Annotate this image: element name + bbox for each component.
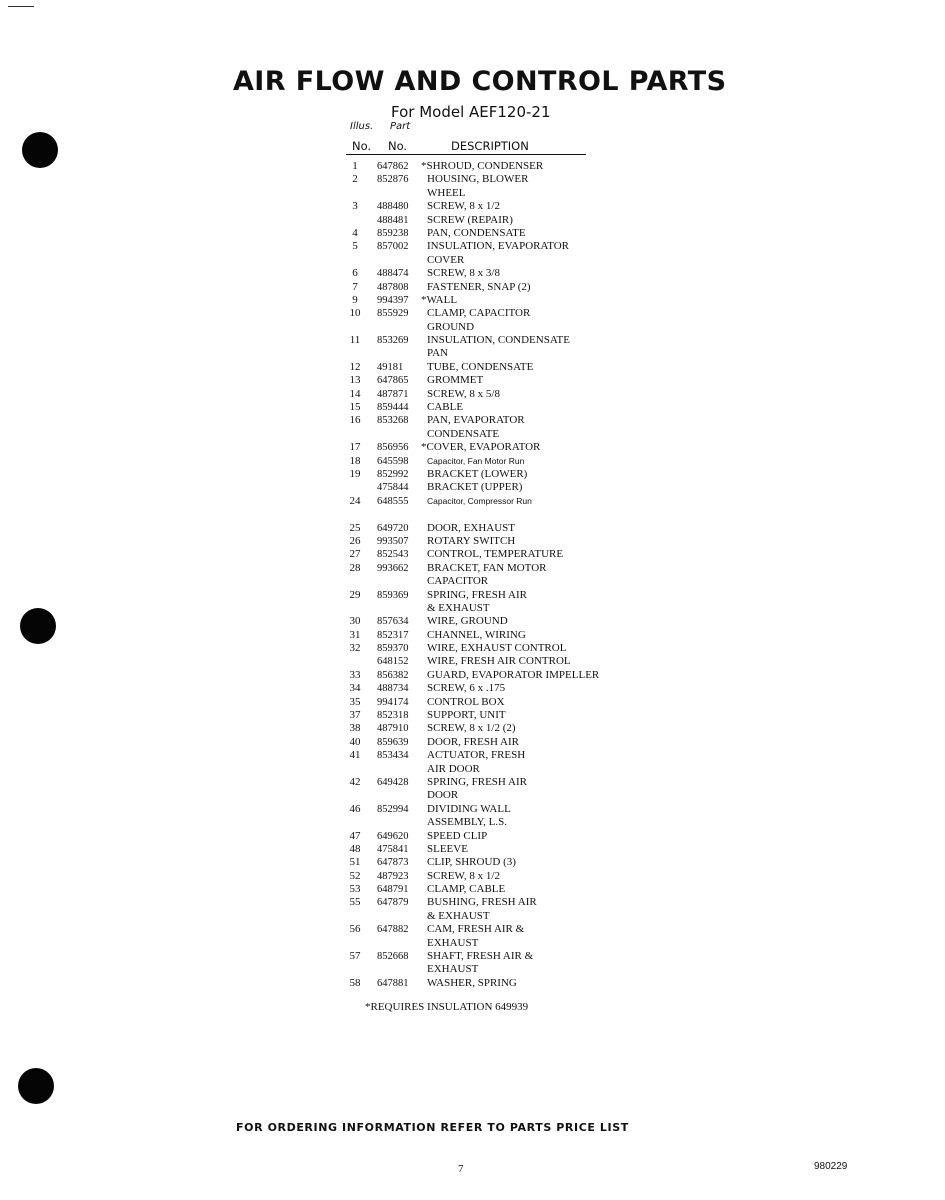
part-description: DIVIDING WALL: [427, 802, 511, 815]
table-row: [0, 374, 945, 387]
header-underline: [346, 154, 586, 155]
part-number: 852876: [377, 174, 409, 186]
table-row: [0, 160, 945, 173]
model-subtitle: For Model AEF120-21: [391, 103, 551, 121]
illus-number: 18: [349, 454, 361, 467]
table-row: [0, 736, 945, 749]
part-description: CHANNEL, WIRING: [427, 628, 526, 641]
part-description: CONTROL, TEMPERATURE: [427, 548, 564, 561]
table-row: [0, 870, 945, 883]
part-description: SUPPORT, UNIT: [427, 709, 506, 722]
table-row: [0, 214, 945, 227]
part-number: 859369: [377, 589, 409, 601]
table-row: [0, 548, 945, 561]
table-row: [0, 334, 945, 347]
illus-number: 6: [352, 267, 358, 280]
part-number: 649620: [377, 830, 409, 842]
part-number: 859444: [377, 402, 409, 414]
part-number: 645598: [377, 455, 409, 467]
part-number: 487923: [377, 870, 409, 882]
part-number: 853268: [377, 415, 409, 427]
illus-number: 28: [349, 561, 361, 574]
illus-number: 42: [349, 775, 361, 788]
illus-number: 38: [349, 722, 361, 735]
part-description: EXHAUST: [427, 936, 479, 949]
table-row: [0, 856, 945, 869]
part-description: *SHROUD, CONDENSER: [421, 160, 544, 172]
illus-number: 10: [349, 307, 361, 320]
illus-number: 55: [349, 896, 361, 909]
part-number: 993662: [377, 562, 409, 574]
part-number: 649428: [377, 776, 409, 788]
part-description: TUBE, CONDENSATE: [427, 360, 534, 373]
part-description: AIR DOOR: [427, 762, 480, 775]
top-edge-mark: [8, 6, 34, 7]
part-number: 648791: [377, 884, 409, 896]
part-description: SCREW, 8 x 5/8: [427, 387, 500, 400]
illus-number: 56: [349, 923, 361, 936]
part-number: 647865: [377, 375, 409, 387]
part-number: 856382: [377, 669, 409, 681]
part-number: 852994: [377, 803, 409, 815]
part-number: 859370: [377, 643, 409, 655]
illus-number: 5: [352, 240, 358, 253]
part-number: 649720: [377, 522, 409, 534]
table-row: [0, 937, 945, 950]
part-description: SCREW, 8 x 1/2 (2): [427, 722, 516, 735]
part-description: BRACKET (UPPER): [427, 481, 523, 494]
part-description: HOUSING, BLOWER: [427, 173, 529, 186]
table-row: [0, 281, 945, 294]
part-number: 853269: [377, 335, 409, 347]
illus-number: 31: [349, 628, 361, 641]
part-number: 648152: [377, 656, 409, 668]
table-row: [0, 642, 945, 655]
table-row: [0, 388, 945, 401]
table-row: [0, 535, 945, 548]
table-row: [0, 749, 945, 762]
table-row: [0, 428, 945, 441]
part-description: GROMMET: [427, 374, 484, 387]
part-description: CLAMP, CAPACITOR: [427, 307, 531, 320]
part-description: WIRE, EXHAUST CONTROL: [427, 642, 567, 655]
part-description: GUARD, EVAPORATOR IMPELLER: [427, 668, 600, 681]
part-number: 647879: [377, 897, 409, 909]
illus-number: 14: [349, 387, 361, 400]
part-number: 647862: [377, 161, 409, 172]
illus-number: 34: [349, 682, 361, 695]
part-description: Capacitor, Compressor Run: [427, 495, 532, 506]
table-row: [0, 669, 945, 682]
part-description: BRACKET (LOWER): [427, 467, 528, 480]
table-row: [0, 950, 945, 963]
part-number: 859238: [377, 227, 409, 239]
part-number: 487910: [377, 723, 409, 735]
part-number: 994174: [377, 696, 409, 708]
part-number: 475844: [377, 482, 409, 494]
table-row: [0, 562, 945, 575]
illus-number: 57: [349, 950, 361, 963]
table-row: [0, 963, 945, 976]
table-row: [0, 910, 945, 923]
part-description: PAN: [427, 347, 448, 360]
document-code: 980229: [814, 1161, 848, 1172]
table-row: [0, 883, 945, 896]
part-description: SPRING, FRESH AIR: [427, 588, 527, 601]
illus-number: 41: [349, 749, 361, 762]
part-description: EXHAUST: [427, 963, 479, 976]
part-number: 487871: [377, 388, 409, 400]
part-description: PAN, CONDENSATE: [427, 226, 526, 239]
table-row: [0, 977, 945, 990]
part-description: SHAFT, FRESH AIR &: [427, 950, 534, 963]
part-description: DOOR, FRESH AIR: [427, 735, 519, 748]
illus-number: 52: [349, 869, 361, 882]
part-number: 488480: [377, 201, 409, 213]
table-row: [0, 173, 945, 186]
part-description: CAPACITOR: [427, 575, 489, 588]
part-number: 488474: [377, 268, 409, 280]
illus-number: 35: [349, 695, 361, 708]
part-number: 487808: [377, 281, 409, 293]
illus-number: 29: [349, 588, 361, 601]
part-description: SPRING, FRESH AIR: [427, 775, 527, 788]
page-title: AIR FLOW AND CONTROL PARTS: [233, 66, 727, 97]
part-number: 647873: [377, 857, 409, 869]
insulation-footnote: *REQUIRES INSULATION 649939: [365, 1001, 529, 1013]
table-row: [0, 455, 945, 468]
header-part-label: Part: [390, 121, 411, 132]
part-description: WIRE, GROUND: [427, 615, 508, 628]
table-row: [0, 682, 945, 695]
table-row: [0, 830, 945, 843]
table-row: [0, 722, 945, 735]
table-row: [0, 816, 945, 829]
table-row: [0, 789, 945, 802]
part-number: 49181: [377, 361, 404, 373]
table-row: [0, 441, 945, 454]
part-description: WHEEL: [427, 186, 466, 199]
part-number: 488481: [377, 214, 409, 226]
illus-number: 15: [349, 401, 361, 414]
part-number: 855929: [377, 308, 409, 320]
table-row: [0, 495, 945, 508]
part-number: 857634: [377, 616, 409, 628]
table-row: [0, 615, 945, 628]
illus-number: 11: [349, 334, 361, 347]
table-row: [0, 200, 945, 213]
part-number: 994397: [377, 294, 409, 306]
part-number: 852543: [377, 549, 409, 561]
illus-number: 37: [349, 709, 361, 722]
part-description: COVER: [427, 253, 465, 266]
header-illus-no: No.: [352, 139, 372, 153]
table-row: [0, 294, 945, 307]
table-row: [0, 468, 945, 481]
part-description: SLEEVE: [427, 842, 468, 855]
part-number: 647881: [377, 977, 409, 989]
part-description: SCREW, 8 x 1/2: [427, 200, 500, 213]
part-number: 852668: [377, 951, 409, 963]
illus-number: 7: [352, 280, 358, 293]
table-row: [0, 923, 945, 936]
part-number: 859639: [377, 736, 409, 748]
illus-number: 53: [349, 883, 361, 896]
table-row: [0, 321, 945, 334]
part-description: WIRE, FRESH AIR CONTROL: [427, 655, 571, 668]
illus-number: 40: [349, 735, 361, 748]
illus-number: 9: [352, 293, 358, 306]
header-description: DESCRIPTION: [451, 139, 529, 153]
part-description: CONDENSATE: [427, 427, 500, 440]
header-part-no: No.: [388, 139, 408, 153]
part-description: BRACKET, FAN MOTOR: [427, 561, 547, 574]
part-description: INSULATION, EVAPORATOR: [427, 240, 569, 253]
part-number: 853434: [377, 750, 409, 762]
illus-number: 3: [352, 200, 358, 213]
illus-number: 1: [352, 160, 358, 172]
table-row: [0, 575, 945, 588]
part-number: 488734: [377, 683, 409, 695]
table-row: [0, 896, 945, 909]
part-number: 857002: [377, 241, 409, 253]
table-row: [0, 227, 945, 240]
table-row: [0, 696, 945, 709]
table-row: [0, 763, 945, 776]
illus-number: 33: [349, 668, 361, 681]
illus-number: 24: [349, 494, 361, 507]
illus-number: 16: [349, 414, 361, 427]
illus-number: 27: [349, 548, 361, 561]
part-description: GROUND: [427, 320, 475, 333]
table-row: [0, 481, 945, 494]
part-number: 852317: [377, 629, 409, 641]
part-description: SPEED CLIP: [427, 829, 488, 842]
part-description: ASSEMBLY, L.S.: [427, 816, 507, 829]
table-row: [0, 602, 945, 615]
illus-number: 58: [349, 976, 361, 989]
part-number: 993507: [377, 535, 409, 547]
table-row: [0, 843, 945, 856]
part-description: DOOR: [427, 789, 459, 802]
parts-table: [0, 160, 945, 990]
part-description: *COVER, EVAPORATOR: [421, 441, 541, 454]
illus-number: 4: [352, 226, 358, 239]
part-description: ACTUATOR, FRESH: [427, 749, 526, 762]
part-description: *WALL: [421, 293, 458, 306]
page-number: 7: [458, 1163, 464, 1175]
part-description: CLAMP, CABLE: [427, 883, 506, 896]
part-description: FASTENER, SNAP (2): [427, 280, 531, 293]
part-description: CAM, FRESH AIR &: [427, 923, 525, 936]
table-row: [0, 254, 945, 267]
table-row: [0, 629, 945, 642]
part-description: PAN, EVAPORATOR: [427, 414, 525, 427]
illus-number: 51: [349, 856, 361, 869]
table-row: [0, 401, 945, 414]
part-description: WASHER, SPRING: [427, 976, 517, 989]
part-description: CONTROL BOX: [427, 695, 505, 708]
part-description: SCREW, 8 x 1/2: [427, 869, 500, 882]
part-description: & EXHAUST: [427, 909, 490, 922]
illus-number: 12: [349, 360, 361, 373]
part-number: 648555: [377, 495, 409, 507]
part-number: 852992: [377, 468, 409, 480]
table-row: [0, 414, 945, 427]
table-row: [0, 709, 945, 722]
illus-number: 30: [349, 615, 361, 628]
part-description: CABLE: [427, 401, 464, 414]
illus-number: 19: [349, 467, 361, 480]
table-row: [0, 589, 945, 602]
part-description: & EXHAUST: [427, 601, 490, 614]
illus-number: 32: [349, 642, 361, 655]
table-row: [0, 803, 945, 816]
illus-number: 2: [352, 173, 358, 186]
part-description: INSULATION, CONDENSATE: [427, 334, 570, 347]
part-description: DOOR, EXHAUST: [427, 521, 515, 534]
part-description: CLIP, SHROUD (3): [427, 856, 516, 869]
table-row: [0, 655, 945, 668]
table-row: [0, 361, 945, 374]
table-row: [0, 307, 945, 320]
table-row: [0, 776, 945, 789]
illus-number: 47: [349, 829, 361, 842]
table-row: [0, 240, 945, 253]
illus-number: 48: [349, 842, 361, 855]
binder-hole-bottom: [18, 1068, 54, 1104]
row-spacer: [0, 508, 945, 521]
part-number: 647882: [377, 924, 409, 936]
header-illus-label: Illus.: [350, 121, 374, 132]
table-row: [0, 267, 945, 280]
illus-number: 26: [349, 534, 361, 547]
part-description: SCREW (REPAIR): [427, 213, 513, 226]
part-number: 475841: [377, 843, 409, 855]
illus-number: 13: [349, 374, 361, 387]
part-description: ROTARY SWITCH: [427, 534, 516, 547]
part-number: 852318: [377, 710, 409, 722]
illus-number: 46: [349, 802, 361, 815]
part-description: SCREW, 6 x .175: [427, 682, 506, 695]
illus-number: 25: [349, 521, 361, 534]
part-description: SCREW, 8 x 3/8: [427, 267, 500, 280]
illus-number: 17: [349, 441, 361, 454]
part-number: 856956: [377, 442, 409, 454]
table-row: [0, 522, 945, 535]
table-row: [0, 187, 945, 200]
part-description: BUSHING, FRESH AIR: [427, 896, 537, 909]
table-row: [0, 347, 945, 360]
part-description: Capacitor, Fan Motor Run: [427, 455, 525, 466]
ordering-info: FOR ORDERING INFORMATION REFER TO PARTS PRICE LIST: [236, 1121, 629, 1134]
